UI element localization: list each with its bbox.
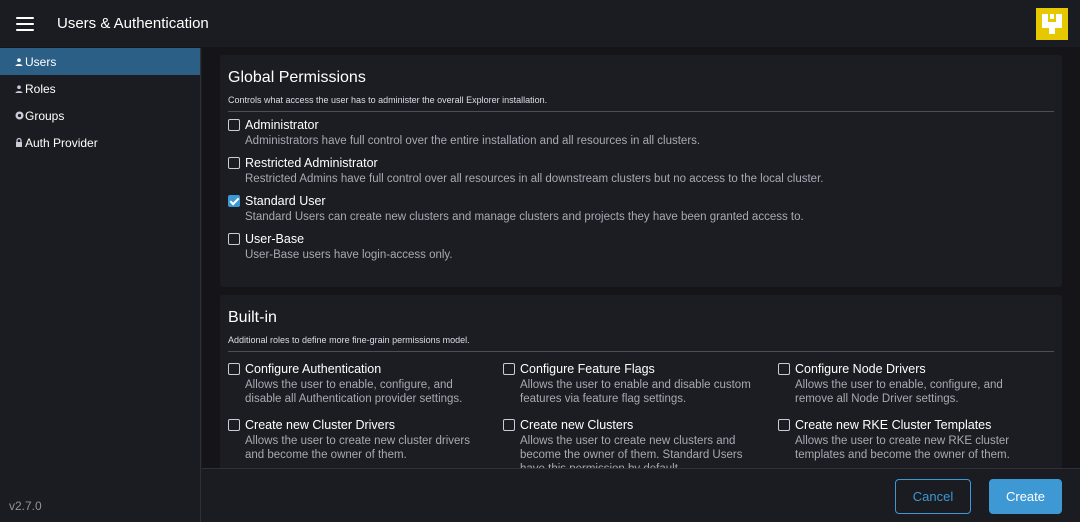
permission-label[interactable]: Restricted Administrator	[245, 156, 378, 170]
sidebar-item-label: Auth Provider	[25, 135, 98, 150]
permission-description: Administrators have full control over the entire installation and all resources in all clusters.	[245, 135, 701, 147]
restricted-administrator-checkbox[interactable]	[228, 157, 240, 169]
permission-item	[228, 192, 1054, 224]
permission-description: Allows the user to enable, configure, and disable all Authentication provider settings.	[245, 379, 463, 405]
sidebar-item-label: Users	[25, 54, 57, 69]
user-base-checkbox[interactable]	[228, 233, 240, 245]
permission-description: Allows the user to enable, configure, and remove all Node Driver settings.	[795, 379, 1003, 405]
administrator-checkbox[interactable]	[228, 119, 240, 131]
app-header	[0, 0, 1080, 48]
sidebar-item-label: Groups	[25, 108, 65, 123]
groups-icon	[14, 111, 24, 120]
permission-item	[228, 154, 1054, 186]
permission-description: Allows the user to create new RKE cluster templates and become the owner of them.	[795, 435, 1010, 461]
create-button[interactable]: Create	[989, 479, 1062, 514]
permission-description: Standard Users can create new clusters and manage clusters and projects they have been granted access to.	[245, 211, 804, 223]
configure-node-drivers-checkbox[interactable]	[778, 363, 790, 375]
create-rke-cluster-templates-checkbox[interactable]	[778, 419, 790, 431]
built-in-section	[220, 295, 1062, 495]
sidebar-item-label: Roles	[25, 81, 56, 96]
permission-description: Restricted Admins have full control over all resources in all downstream clusters but no access to the local cluster.	[245, 173, 824, 185]
user-icon	[14, 58, 24, 66]
permission-label[interactable]: Administrator	[245, 118, 319, 132]
version-label: v2.7.0	[9, 499, 42, 513]
standard-user-checkbox[interactable]	[228, 195, 240, 207]
permission-item	[778, 356, 1053, 406]
permission-description: Allows the user to enable and disable custom features via feature flag settings.	[520, 379, 751, 405]
permission-item	[228, 230, 1054, 262]
form-footer	[202, 468, 1080, 522]
permission-description: Allows the user to create new cluster drivers and become the owner of them.	[245, 435, 470, 461]
sidebar-item-auth-provider[interactable]	[0, 129, 200, 156]
section-description: Additional roles to define more fine-grain permissions model.	[228, 335, 1054, 352]
brand-logo-icon[interactable]	[1036, 8, 1068, 40]
sidebar-item-roles[interactable]	[0, 75, 200, 102]
permission-label[interactable]: Create new Cluster Drivers	[245, 418, 396, 432]
permission-label[interactable]: User-Base	[245, 232, 305, 246]
sidebar-item-groups[interactable]	[0, 102, 200, 129]
create-cluster-drivers-checkbox[interactable]	[228, 419, 240, 431]
permission-label[interactable]: Configure Feature Flags	[520, 362, 655, 376]
configure-feature-flags-checkbox[interactable]	[503, 363, 515, 375]
section-title: Global Permissions	[228, 69, 366, 86]
section-description: Controls what access the user has to administer the overall Explorer installation.	[228, 95, 1054, 112]
hamburger-icon[interactable]	[16, 17, 34, 31]
permission-item	[503, 412, 778, 476]
role-icon	[14, 85, 24, 93]
permission-item	[503, 356, 778, 406]
permission-description: Allows the user to create new clusters and become the owner of them. Standard Users	[520, 435, 743, 461]
permission-item	[228, 356, 503, 406]
permission-description: User-Base users have login-access only.	[245, 249, 453, 261]
permission-label[interactable]: Create new Clusters	[520, 418, 634, 432]
lock-icon	[14, 138, 24, 147]
permission-label[interactable]: Standard User	[245, 194, 326, 208]
sidebar-item-users[interactable]	[0, 48, 200, 75]
configure-authentication-checkbox[interactable]	[228, 363, 240, 375]
permission-label[interactable]: Configure Node Drivers	[795, 362, 926, 376]
section-title: Built-in	[228, 309, 277, 326]
permission-item	[778, 412, 1053, 476]
sidebar	[0, 48, 201, 522]
permission-label[interactable]: Configure Authentication	[245, 362, 382, 376]
built-in-grid	[228, 356, 1054, 476]
cancel-button[interactable]: Cancel	[895, 479, 971, 514]
main-content[interactable]	[202, 48, 1080, 468]
permission-item	[228, 412, 503, 476]
create-clusters-checkbox[interactable]	[503, 419, 515, 431]
permission-item	[228, 116, 1054, 148]
page-title: Users & Authentication	[57, 15, 209, 32]
global-permissions-section	[220, 55, 1062, 287]
permission-label[interactable]: Create new RKE Cluster Templates	[795, 418, 992, 432]
